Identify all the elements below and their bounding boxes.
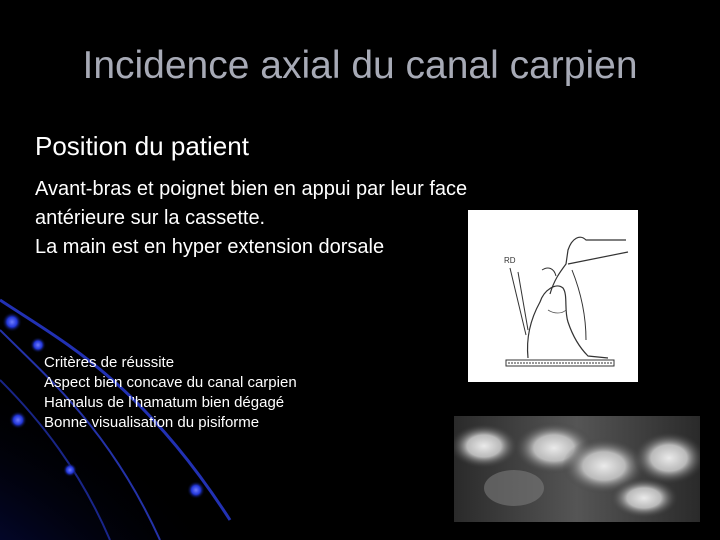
xray-carpal-tunnel-image <box>454 388 700 522</box>
section-heading: Position du patient <box>35 131 249 161</box>
body-text <box>35 175 467 262</box>
criteria-item: Hamalus de l’hamatum bien dégagé <box>44 394 285 411</box>
hand-sketch-illustration <box>468 210 638 382</box>
criteria-item: Bonne visualisation du pisiforme <box>44 414 260 431</box>
criteria-list <box>44 353 297 433</box>
body-line: La main est en hyper extension dorsale <box>35 236 385 258</box>
body-line: Avant-bras et poignet bien en appui par leur face <box>35 178 468 200</box>
xray-image <box>454 388 700 522</box>
body-line: antérieure sur la cassette. <box>35 207 266 229</box>
slide-title: Incidence axial du canal carpien <box>82 44 638 87</box>
criteria-heading: Critères de réussite <box>44 354 175 371</box>
diagram-label: RD <box>504 256 516 265</box>
positioning-diagram <box>468 210 638 382</box>
criteria-item: Aspect bien concave du canal carpien <box>44 374 297 391</box>
